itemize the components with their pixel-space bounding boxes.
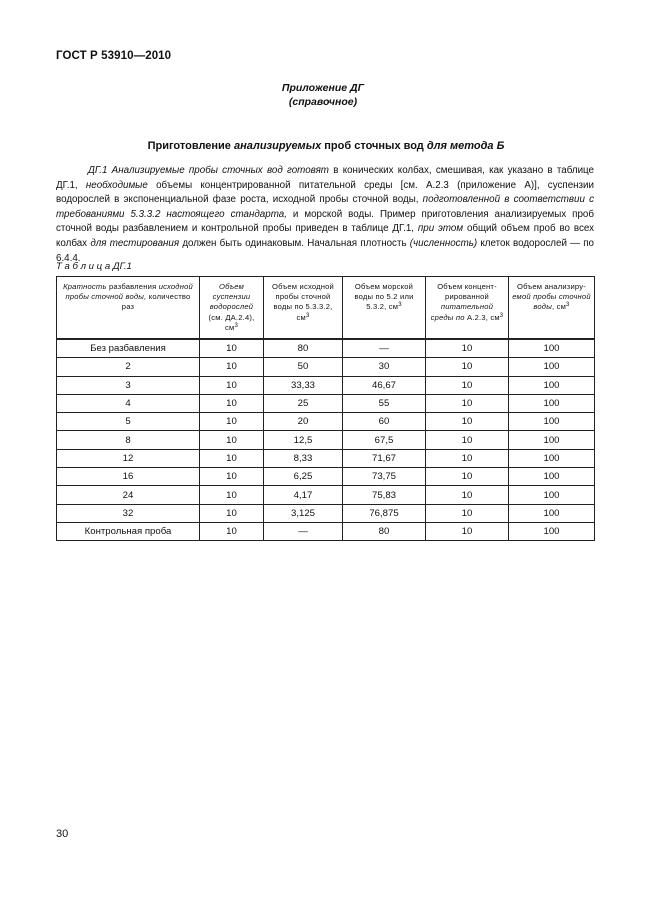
paragraph-text: клеток водорослей — по 6.4.4.: [56, 237, 594, 264]
body-paragraph: [56, 164, 594, 266]
table-row: [57, 522, 595, 540]
table-cell: 10: [426, 504, 509, 522]
appendix-heading: [0, 81, 646, 109]
table-cell: 100: [509, 468, 595, 486]
paragraph-text: ДГ.1 Анализируемые пробы сточных вод готовят: [88, 165, 329, 176]
table-cell: 10: [426, 486, 509, 504]
table-cell: 2: [57, 358, 200, 376]
table-cell: 10: [200, 376, 264, 394]
table-cell: 10: [426, 376, 509, 394]
table-cell: 4,17: [264, 486, 343, 504]
paragraph-text: объемы концентрированной питательной среды [см. А.2.3 (приложение А)], суспензии водорослей в экспоненциальной фазе роста, исходной пробы сточной воды,: [56, 179, 594, 206]
table-body: [57, 339, 595, 541]
table-cell: 10: [200, 504, 264, 522]
table-cell: 8: [57, 431, 200, 449]
table-cell: 4: [57, 394, 200, 412]
table-cell: 75,83: [343, 486, 426, 504]
table-cell: 10: [426, 431, 509, 449]
table-cell: 10: [426, 394, 509, 412]
table-cell: 3: [57, 376, 200, 394]
table-cell: 10: [200, 449, 264, 467]
paragraph-text: в конических колбах, смешивая, как указано в таблице ДГ.1,: [56, 165, 595, 191]
table-cell: 10: [426, 449, 509, 467]
paragraph-text: необходимые: [85, 179, 148, 191]
appendix-title: Приложение ДГ: [281, 82, 365, 94]
table-cell: 100: [509, 486, 595, 504]
table-cell: 10: [426, 522, 509, 540]
table-cell: 16: [57, 468, 200, 486]
table-cell: 100: [509, 339, 595, 358]
table-cell: 100: [509, 522, 595, 540]
table-cell: 55: [343, 394, 426, 412]
section-title-part: Приготовление: [147, 140, 234, 152]
table-cell: 100: [509, 504, 595, 522]
page-number: 30: [56, 828, 69, 840]
table-cell: 10: [426, 468, 509, 486]
paragraph-text: и морской воды. Пример приготовления анализируемых проб сточной воды разбавлением и контрольной пробы приведен в таблице ДГ.1,: [56, 208, 594, 235]
table-row: [57, 394, 595, 412]
table-cell: 73,75: [343, 468, 426, 486]
table-cell: 46,67: [343, 376, 426, 394]
dilution-table: [56, 276, 595, 541]
header-sample-volume: Объем исходной пробы сточной воды по 5.3.3.2, $см^3$: [264, 277, 343, 340]
section-title: [56, 140, 596, 152]
table-cell: 67,5: [343, 431, 426, 449]
table-cell: 10: [426, 413, 509, 431]
table-cell: 10: [200, 486, 264, 504]
header-dilution-factor: Кратность разбавления исходной пробы сточной воды, количество раз: [57, 277, 200, 340]
table-cell: 5: [57, 413, 200, 431]
table-cell: 24: [57, 486, 200, 504]
table-row: [57, 339, 595, 358]
table-cell: 100: [509, 376, 595, 394]
table-cell: 100: [509, 431, 595, 449]
table-cell: 10: [200, 468, 264, 486]
table-cell: 20: [264, 413, 343, 431]
table-cell: 10: [200, 339, 264, 358]
table-cell: 12: [57, 449, 200, 467]
paragraph-text: для тестирования: [90, 237, 180, 249]
table-header-row: [57, 277, 595, 340]
table-cell: 80: [343, 522, 426, 540]
table-cell: Контрольная проба: [57, 522, 200, 540]
table-cell: 6,25: [264, 468, 343, 486]
table-cell: —: [343, 339, 426, 358]
section-title-part: анализируемых: [233, 140, 322, 152]
table-cell: 100: [509, 358, 595, 376]
table-cell: 100: [509, 394, 595, 412]
table-row: [57, 358, 595, 376]
table-cell: 80: [264, 339, 343, 358]
header-nutrient-volume: Объем концент-рированной питательной среды по А.2.3, $см^3$: [426, 277, 509, 340]
paragraph-text: (численность): [409, 237, 478, 249]
table-cell: 10: [426, 358, 509, 376]
table-cell: —: [264, 522, 343, 540]
table-cell: Без разбавления: [57, 339, 200, 358]
table-row: [57, 486, 595, 504]
table-cell: 25: [264, 394, 343, 412]
header-test-sample-volume: Объем анализиру-емой пробы сточной воды, $см^3$: [509, 277, 595, 340]
table-cell: 76,875: [343, 504, 426, 522]
table-cell: 3,125: [264, 504, 343, 522]
table-cell: 71,67: [343, 449, 426, 467]
table-cell: 50: [264, 358, 343, 376]
header-seawater-volume: Объем морской воды по 5.2 или 5.3.2, $см^3$: [343, 277, 426, 340]
paragraph-text: должен быть одинаковым. Начальная плотность: [179, 237, 410, 249]
table-row: [57, 449, 595, 467]
table-cell: 10: [200, 413, 264, 431]
table-cell: 10: [200, 522, 264, 540]
appendix-subtitle: (справочное): [288, 96, 358, 108]
table-cell: 10: [200, 358, 264, 376]
table-row: [57, 468, 595, 486]
table-cell: 12,5: [264, 431, 343, 449]
table-cell: 30: [343, 358, 426, 376]
section-title-part: проб сточных вод: [321, 140, 427, 152]
document-code: ГОСТ Р 53910—2010: [56, 50, 172, 62]
table-cell: 10: [200, 431, 264, 449]
table-cell: 8,33: [264, 449, 343, 467]
table-row: [57, 504, 595, 522]
table-cell: 33,33: [264, 376, 343, 394]
table-cell: 60: [343, 413, 426, 431]
paragraph-text: общий объем проб во всех колбах: [56, 223, 594, 249]
table-row: [57, 413, 595, 431]
table-row: [57, 376, 595, 394]
header-algae-volume: Объем суспензии водорослей (см. ДА.2.4), $см^3$: [200, 277, 264, 340]
table-cell: 10: [200, 394, 264, 412]
table-cell: 100: [509, 413, 595, 431]
table-cell: 10: [426, 339, 509, 358]
table-row: [57, 431, 595, 449]
paragraph-text: подготовленной в соответствии с требованиями 5.3.3.2 настоящего стандарта,: [56, 194, 595, 220]
section-title-part: для метода Б: [426, 140, 505, 152]
table-cell: 100: [509, 449, 595, 467]
table-caption: Т а б л и ц а ДГ.1: [56, 261, 132, 272]
paragraph-text: при этом: [417, 223, 464, 235]
table-cell: 32: [57, 504, 200, 522]
